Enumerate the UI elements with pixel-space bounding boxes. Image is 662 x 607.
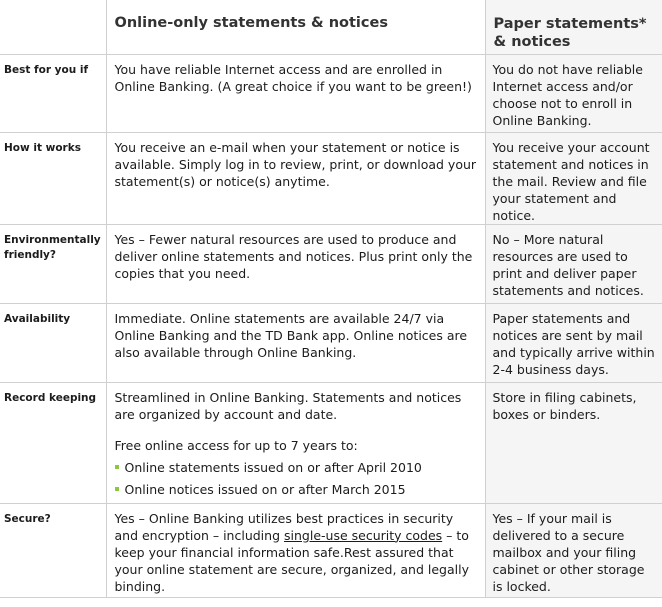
header-row xyxy=(0,0,662,54)
header-online: Online-only statements & notices xyxy=(106,0,485,54)
online-cell xyxy=(106,382,485,503)
table-row xyxy=(0,54,662,132)
paper-cell: You do not have reliable Internet access and/or choose not to enroll in Online Banking. xyxy=(485,54,662,132)
paper-cell: No – More natural resources are used to print and deliver paper statements and notices. xyxy=(485,224,662,303)
row-label: Availability xyxy=(0,303,106,382)
table-row xyxy=(0,224,662,303)
online-cell: You receive an e-mail when your statement or notice is available. Simply log in to review, print, or download your statement(s) or notice(s) anytime. xyxy=(106,132,485,224)
row-label: How it works xyxy=(0,132,106,224)
online-cell: Immediate. Online statements are available 24/7 via Online Banking and the TD Bank app. Online notices are also available through Online Banking. xyxy=(106,303,485,382)
paper-cell: Yes – If your mail is delivered to a secure mailbox and your filing cabinet or other storage is locked. xyxy=(485,503,662,597)
security-codes-link[interactable]: single-use security codes xyxy=(284,527,443,543)
paper-cell: You receive your account statement and notices in the mail. Review and file your statement and notice. xyxy=(485,132,662,224)
table-row xyxy=(0,503,662,597)
row-label: Environmentally friendly? xyxy=(0,224,106,303)
table-row xyxy=(0,303,662,382)
paper-cell: Paper statements and notices are sent by mail and typically arrive within 2-4 business days. xyxy=(485,303,662,382)
free-access-text: Free online access for up to 7 years to: xyxy=(114,437,358,453)
secure-text-after: – to keep your financial information safe.Rest assured that your online statement are secure, organized, and legally binding. xyxy=(114,527,469,594)
table-row xyxy=(0,382,662,503)
online-cell xyxy=(106,503,485,597)
row-label: Best for you if xyxy=(0,54,106,132)
access-list xyxy=(115,459,479,498)
list-item: Online statements issued on or after April 2010 xyxy=(115,459,479,476)
header-paper: Paper statements* & notices xyxy=(485,0,662,54)
table-row xyxy=(0,132,662,224)
header-empty-cell xyxy=(0,0,106,54)
paper-cell: Store in filing cabinets, boxes or binders. xyxy=(485,382,662,503)
online-cell: You have reliable Internet access and are enrolled in Online Banking. (A great choice if you want to be green!) xyxy=(106,54,485,132)
secure-text-before: Yes – Online Banking utilizes best practices in security and encryption – including xyxy=(114,510,454,543)
list-item: Online notices issued on or after March 2015 xyxy=(115,481,479,498)
record-keeping-text: Streamlined in Online Banking. Statements and notices are organized by account and date. xyxy=(114,389,462,422)
row-label: Record keeping xyxy=(0,382,106,503)
row-label: Secure? xyxy=(0,503,106,597)
online-cell: Yes – Fewer natural resources are used to produce and deliver online statements and notices. Plus print only the copies that you need. xyxy=(106,224,485,303)
